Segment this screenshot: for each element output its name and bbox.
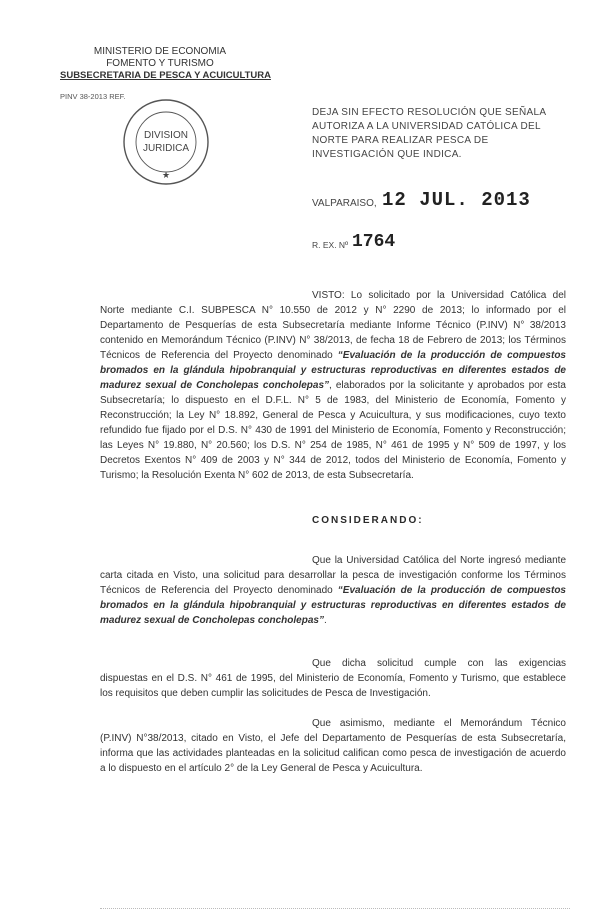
considerando-3-text: Que asimismo, mediante el Memorándum Técnico (P.INV) N°38/2013, citado en Visto, el Jefe del Departamento de Pesquerías de esta Subsecretaría, informa que las actividades planteadas en la solicitud califican como pesca de investigación de acuerdo a lo dispuesto en el artículo 2° de la Ley General de Pesca y Acuicultura. <box>100 718 566 774</box>
visto-label: VISTO: <box>312 290 345 301</box>
considerando-3 <box>100 716 566 776</box>
ministry-line-1: MINISTERIO DE ECONOMIA <box>93 46 227 57</box>
considerando-1-project-title: “Evaluación de la producción de compuestos bromados en la glándula hipobranquial y estructuras reproductivas en diferentes estados de madurez sexual de Concholepas concholepas” <box>100 585 566 626</box>
resolution-label: R. EX. Nº <box>312 240 349 250</box>
document-subject: DEJA SIN EFECTO RESOLUCIÓN QUE SEÑALA AUTORIZA A LA UNIVERSIDAD CATÓLICA DEL NORTE PARA REALIZAR PESCA DE INVESTIGACIÓN QUE INDICA. <box>312 107 546 160</box>
visto-project-title: “Evaluación de la producción de compuestos bromados en la glándula hipobranquial y estructuras reproductivas en diferentes estados de madurez sexual de Concholepas concholepas” <box>100 350 566 391</box>
ministry-line-3: SUBSECRETARIA DE PESCA Y ACUICULTURA <box>60 70 271 81</box>
considerando-1-end: . <box>323 615 327 626</box>
place: VALPARAISO, <box>312 198 377 209</box>
division-juridica-stamp <box>120 96 212 188</box>
ministry-header <box>60 46 271 82</box>
considerando-1 <box>100 553 566 628</box>
stamp-word-2: JURIDICA <box>142 143 190 154</box>
considerando-2-text: Que dicha solicitud cumple con las exigencias dispuestas en el D.S. N° 461 de 1995, del Ministerio de Economía, Fomento y Turismo, que establece los requisitos que deben cumplir las solicitudes de Pesca de Investigación. <box>100 658 566 699</box>
date-stamp: 12 JUL. 2013 <box>382 189 531 211</box>
visto-text-2: , elaborados por la solicitante y aprobados por esta Subsecretaría; lo dispuesto en el D.F.L. N° 5 de 1983, del Ministerio de Economía, Fomento y Reconstrucción; la Ley N° 18.892, General de Pesca y Acuicultura, y sus modificaciones, cuyo texto refundido fue fijado por el D.S. N° 430 de 1991 del Ministerio de Economía, Fomento y Reconstrucción; las Leyes N° 19.880, N° 20.560; los D.S. N° 254 de 1985, N° 461 de 1995 y N° 509 de 1997, y los Decretos Exentos N° 409 de 2003 y N° 344 de 2012, todos del Ministerio de Economía, Fomento y Turismo; la Resolución Exenta N° 602 de 2013, de esta Subsecretaría. <box>100 380 566 481</box>
svg-text:★: ★ <box>161 170 171 180</box>
ministry-line-2: FOMENTO Y TURISMO <box>106 58 214 69</box>
visto-paragraph <box>100 288 566 483</box>
resolution-number: 1764 <box>352 232 396 252</box>
reference-code: PINV 38-2013 REF. <box>60 92 126 101</box>
visto-text-1: Lo solicitado por la Universidad Católica del Norte mediante C.I. SUBPESCA N° 10.550 de 2012 y N° 2290 de 2013; lo informado por el Departamento de Pesquerías de esta Subsecretaría mediante Informe Técnico (P.INV) N° 38/2013 contenido en Memorándum Técnico (P.INV) N° 38/2013, de fecha 18 de Febrero de 2013; los Términos Técnicos de Referencia del Proyecto denominado <box>100 290 566 361</box>
considerando-2 <box>100 656 566 701</box>
footer-rule <box>100 908 570 910</box>
considerando-heading: CONSIDERANDO: <box>312 515 424 526</box>
considerando-1-text: Que la Universidad Católica del Norte ingresó mediante carta citada en Visto, una solicitud para desarrollar la pesca de investigación conforme los Términos Técnicos de Referencia del Proyecto denominado <box>100 555 566 596</box>
stamp-word-1: DIVISION <box>144 130 188 141</box>
